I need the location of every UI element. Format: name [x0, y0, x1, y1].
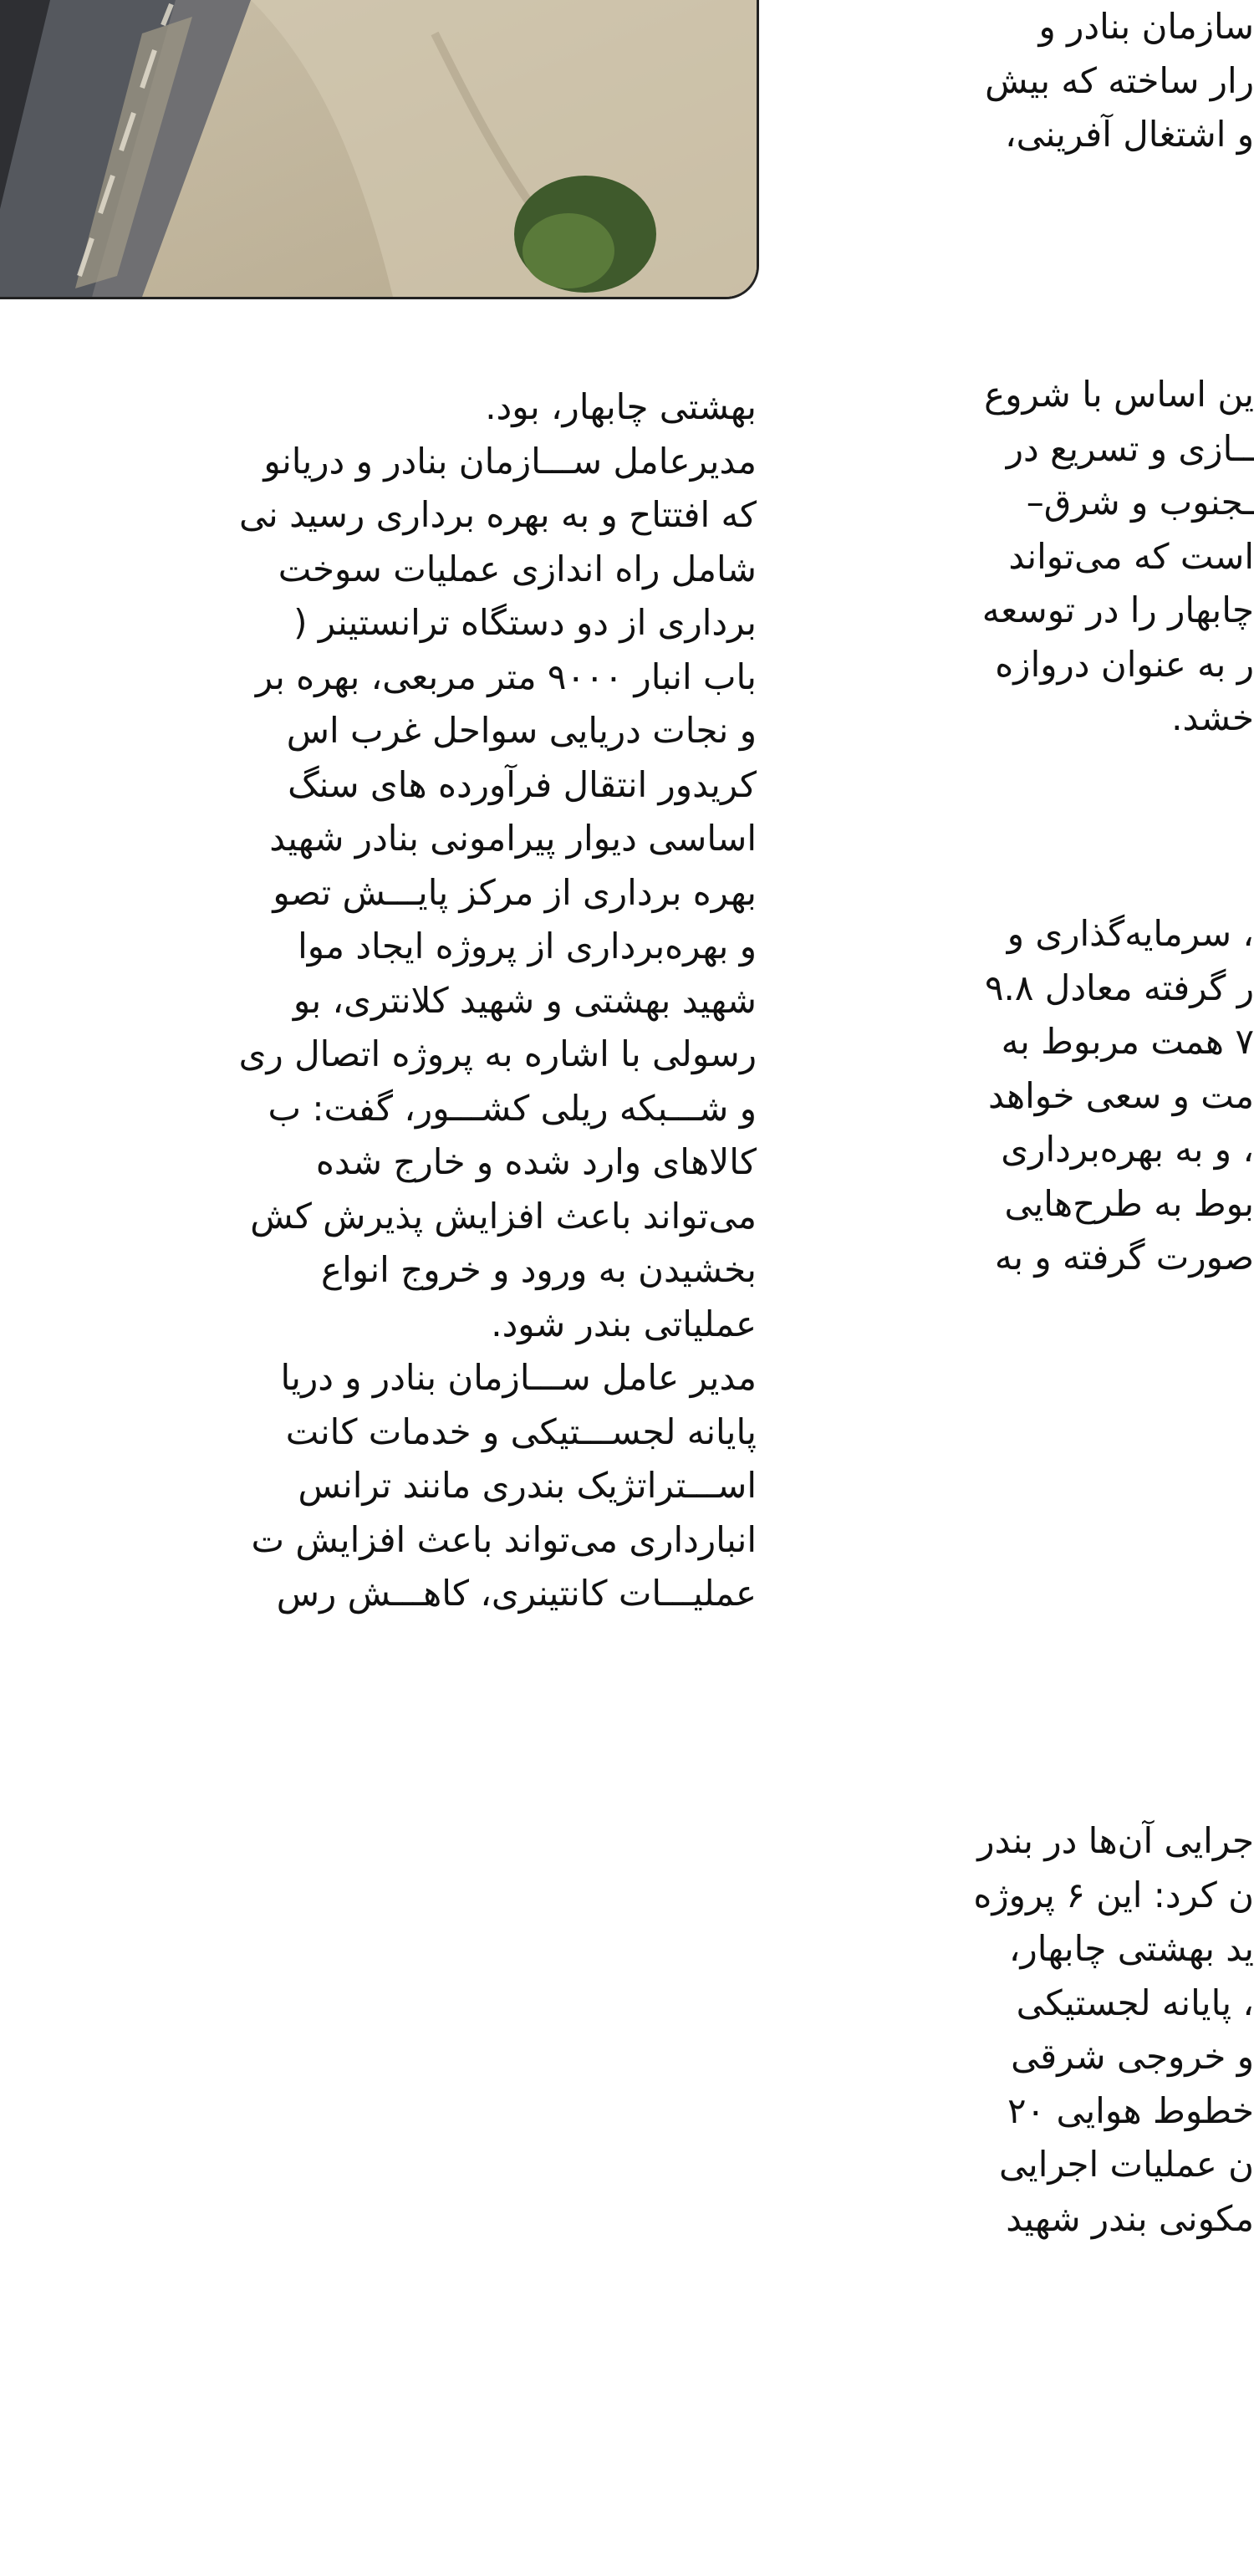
text-line: ید بهشتی چابهار، [1008, 1928, 1254, 1969]
text-line: مکونی بندر شهید [1006, 2197, 1254, 2239]
text-line: ـجنوب و شرق– [1026, 482, 1254, 523]
text-line: که افتتاح و به بهره برداری رسید نی [239, 494, 757, 535]
text-line: خشد. [1171, 697, 1254, 738]
text-line: بهشتی چابهار، بود. [485, 386, 757, 427]
article-column-left [0, 380, 757, 1621]
text-line: و شـــبکه ریلی کشـــور، گفت: ب [268, 1087, 757, 1129]
text-line: بخشیدن به ورود و خروج انواع [321, 1249, 757, 1290]
text-line: می‌تواند باعث افزایش پذیرش کش [250, 1195, 757, 1237]
text-line: انبارداری می‌تواند باعث افزایش ت [251, 1518, 757, 1560]
text-line: سازمان بنادر و [1038, 6, 1254, 47]
text-line: و اشتغال آفرینی، [1005, 114, 1254, 155]
text-line: پایانه لجســـتیکی و خدمات کانت [285, 1410, 757, 1452]
text-line: ن کرد: این ۶ پروژه [973, 1874, 1254, 1915]
text-line: چابهار را در توسعه [981, 589, 1254, 630]
text-line: ، سرمایه‌گذاری و [1007, 913, 1254, 954]
text-line: خطوط هوایی ۲۰ [1007, 2089, 1254, 2131]
text-line: باب انبار ۹۰۰۰ متر مربعی، بهره بر [255, 655, 757, 697]
text-line: ۷ همت مربوط به [1001, 1021, 1254, 1062]
text-line: و نجات دریایی سواحل غرب اس [286, 710, 757, 751]
text-line: بهره برداری از مرکز پایـــش تصو [273, 871, 757, 913]
text-line: اساسی دیوار پیرامونی بنادر شهید [269, 818, 757, 859]
aerial-photo-illustration [0, 0, 757, 297]
aerial-photo [0, 0, 759, 299]
text-line: برداری از دو دستگاه ترانستینر ( [293, 602, 757, 643]
text-line: ــازی و تسریع در [1006, 427, 1254, 469]
text-line: جرایی آن‌ها در بندر [977, 1820, 1254, 1861]
text-line: ، پایانه لجستیکی [1016, 1982, 1254, 2023]
article-column-right-block-4 [836, 1814, 1254, 2246]
text-line: عملیاتی بندر شود. [491, 1303, 757, 1344]
text-line: ، و به بهره‌برداری [1001, 1129, 1254, 1170]
text-line: کریدور انتقال فرآورده های سنگ [288, 763, 757, 805]
text-line: صورت گرفته و به [994, 1237, 1254, 1278]
text-line: ر به عنوان دروازه [995, 643, 1254, 685]
text-line: کالاهای وارد شده و خارج شده [315, 1141, 757, 1182]
text-line: و بهره‌برداری از پروژه ایجاد موا [298, 926, 757, 967]
text-line: ین اساس با شروع [984, 374, 1254, 415]
text-line: رسولی با اشاره به پروژه اتصال ری [238, 1033, 757, 1074]
text-line: مت و سعی خواهد [987, 1074, 1254, 1116]
text-line: شهید بهشتی و شهید کلانتری، بو [293, 979, 757, 1021]
text-line: شامل راه اندازی عملیات سوخت [278, 548, 757, 589]
text-line: رار ساخته که بیش [985, 59, 1254, 101]
text-line: و خروجی شرقی [1011, 2036, 1254, 2077]
article-column-right-block-2 [836, 368, 1254, 746]
text-line: ن عملیات اجرایی [999, 2144, 1254, 2185]
text-line: عملیـــات کانتینری، کاهـــش رس [276, 1573, 757, 1614]
text-line: مدیر عامل ســـازمان بنادر و دریا [280, 1357, 757, 1398]
text-line: است که می‌تواند [1008, 535, 1254, 577]
article-column-right-block-3 [836, 907, 1254, 1285]
article-column-right-block-1 [836, 0, 1254, 162]
text-line: اســـتراتژیک بندری مانند ترانس [298, 1465, 757, 1506]
text-line: بوط به طرح‌هایی [1004, 1182, 1254, 1224]
text-line: مدیرعامل ســـازمان بنادر و دریانو [263, 440, 757, 482]
text-line: ر گرفته معادل ۹.۸ [984, 967, 1254, 1008]
